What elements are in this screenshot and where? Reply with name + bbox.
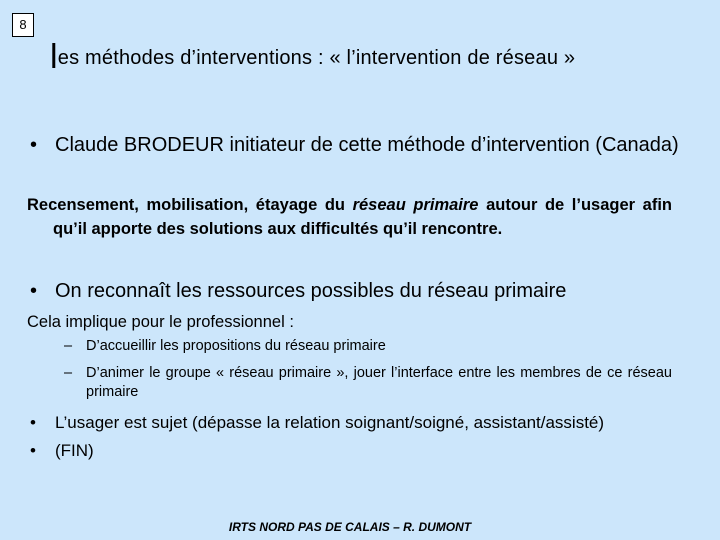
dash-marker: – [64,338,73,354]
para-text-before: Recensement, mobilisation, étayage du [27,196,353,214]
footer: IRTS NORD PAS DE CALAIS – R. DUMONT [228,520,472,534]
bullet-ressources [30,277,700,305]
title-text: es méthodes d’interventions : « l’intervention de réseau » [57,47,576,69]
title-initial: l [50,38,58,76]
bullet-text: L’usager est sujet (dépasse la relation soignant/soigné, assistant/assisté) [55,413,605,432]
bullet-brodeur [30,131,690,159]
bullet-marker: • [30,441,36,460]
list-item [30,439,654,463]
sub-item [64,364,672,402]
bullet-marker: • [30,413,36,432]
sub-item [64,337,672,356]
bullet-text: (FIN) [55,441,94,460]
sub-item-text: D’animer le groupe « réseau primaire », jouer l’interface entre les membres de ce réseau primaire [86,365,672,400]
slide-title [50,40,575,74]
paragraph-recensement [27,193,672,241]
sub-item-text: D’accueillir les propositions du réseau primaire [86,338,386,354]
bullet-text: Claude BRODEUR initiateur de cette méthode d’intervention (Canada) [55,134,679,156]
dash-marker: – [64,365,73,381]
bullet-marker: • [30,280,38,302]
slide-number: 8 [12,13,34,37]
bullet-text: On reconnaît les ressources possibles du réseau primaire [55,280,567,302]
list-item [30,411,654,435]
paragraph-implique: Cela implique pour le professionnel : [27,313,294,331]
bullet-marker: • [30,134,38,156]
para-emphasis: réseau primaire [352,196,479,214]
bullet-list-final [30,411,654,467]
para-text-after: autour de l’usager afin qu’il apporte des solutions aux difficultés qu’il rencontre. [53,196,672,238]
sub-list [64,337,672,410]
